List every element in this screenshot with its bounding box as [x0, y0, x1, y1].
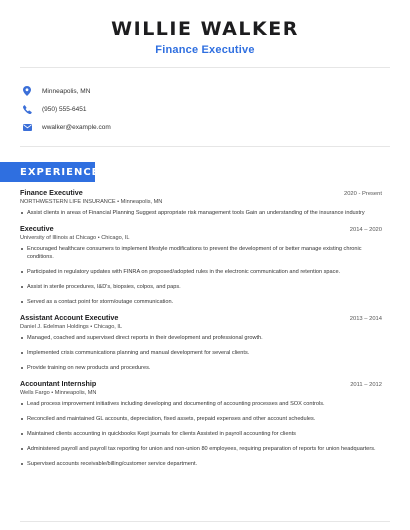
bullet-item: Administered payroll and payroll tax reporting for union and non-union 80 employees, requiring preparation of reports for union headquarters.: [20, 445, 382, 453]
contact-email: [22, 118, 382, 136]
contact-divider: [20, 146, 390, 147]
contact-list: [22, 82, 382, 136]
job-title: Assistant Account Executive: [20, 313, 119, 322]
job-organization: Wells Fargo • Minneapolis, MN: [20, 390, 97, 396]
job-entry: [20, 379, 382, 468]
footer-divider: [20, 521, 390, 522]
job-entry: [20, 313, 382, 372]
job-organization: University of Illinois at Chicago • Chicago, IL: [20, 235, 130, 241]
contact-email-text: wwalker@example.com: [42, 123, 111, 131]
resume-header: [0, 0, 410, 56]
bullet-item: Provide training on new products and procedures.: [20, 364, 382, 372]
job-organization: Daniel J. Edelman Holdings • Chicago, IL: [20, 324, 123, 330]
bullet-item: Participated in regulatory updates with FINRA on proposed/adopted rules in the electronic communication and retention space.: [20, 268, 382, 276]
bullet-item: Assist clients in areas of Financial Planning Suggest appropriate risk management tools Gain an understanding of the insurance industry: [20, 209, 382, 217]
contact-phone: [22, 100, 382, 118]
bullet-item: Supervised accounts receivable/billing/customer service department.: [20, 460, 382, 468]
job-title: Executive: [20, 224, 54, 233]
experience-section-heading: [0, 162, 100, 182]
header-divider: [20, 67, 390, 68]
contact-location-text: Minneapolis, MN: [42, 87, 91, 95]
job-entry: [20, 188, 382, 217]
job-dates: 2020 - Present: [343, 191, 382, 197]
job-dates: 2013 – 2014: [349, 316, 382, 322]
job-organization: NORTHWESTERN LIFE INSURANCE • Minneapolis, MN: [20, 199, 163, 205]
job-bullets: [20, 400, 382, 468]
bullet-item: Assist in sterile procedures, I&D's, biopsies, colpos, and paps.: [20, 283, 382, 291]
location-pin-icon: [22, 86, 32, 96]
candidate-name: WILLIE WALKER: [111, 18, 299, 40]
experience-heading-text: EXPERIENCE: [20, 166, 100, 178]
bullet-item: Reconciled and maintained GL accounts, depreciation, fixed assets, prepaid expenses and other account schedules.: [20, 415, 382, 423]
job-bullets: [20, 209, 382, 217]
bullet-item: Managed, coached and supervised direct reports in their development and professional growth.: [20, 334, 382, 342]
job-title: Finance Executive: [20, 188, 83, 197]
phone-icon: [22, 104, 32, 114]
job-title: Accountant Internship: [20, 379, 97, 388]
bullet-item: Implemented crisis communications planning and manual development for several clients.: [20, 349, 382, 357]
candidate-title: Finance Executive: [155, 44, 255, 56]
job-bullets: [20, 245, 382, 306]
email-icon: [22, 122, 32, 132]
job-bullets: [20, 334, 382, 372]
bullet-item: Maintained clients accounting in quickbooks Kept journals for clients Assisted in payroll accounting for clients: [20, 430, 382, 438]
bullet-item: Lead process improvement initiatives including developing and documenting of accounting processes and SOX controls.: [20, 400, 382, 408]
job-entry: [20, 224, 382, 306]
contact-location: [22, 82, 382, 100]
experience-list: [20, 188, 382, 475]
job-dates: 2014 – 2020: [349, 227, 382, 233]
contact-phone-text: (950) 555-6451: [42, 105, 87, 113]
bullet-item: Served as a contact point for storm/outage communication.: [20, 298, 382, 306]
job-dates: 2011 – 2012: [350, 382, 382, 388]
bullet-item: Encouraged healthcare consumers to implement lifestyle modifications to prevent the development of or better manage existing chronic conditions.: [20, 245, 382, 261]
